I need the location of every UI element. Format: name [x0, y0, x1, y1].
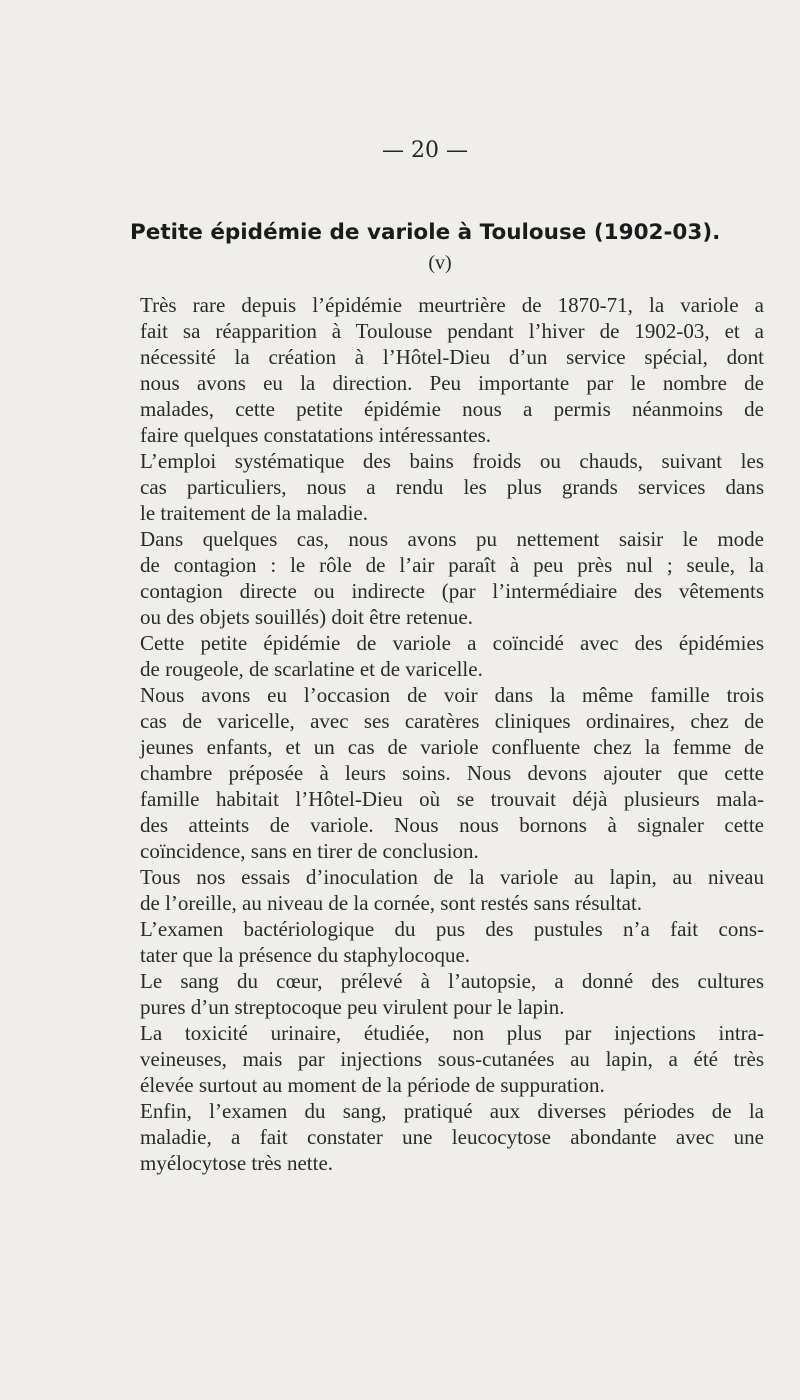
- paragraph-inoculation: [116, 864, 764, 916]
- paragraph-varicella: [116, 682, 764, 864]
- text-line: pures d’un streptocoque peu virulent pour le lapin.: [140, 995, 565, 1019]
- paragraph-blood-exam: [116, 1098, 764, 1176]
- paragraph-reappearance: [116, 292, 764, 448]
- section-marker: (v): [428, 252, 452, 274]
- text-line: L’emploi systématique des bains froids ou chauds, suivant les: [140, 449, 764, 473]
- text-line: Très rare depuis l’épidémie meurtrière de 1870-71, la variole a: [140, 293, 764, 317]
- paragraph-blood-culture: [116, 968, 764, 1020]
- paragraph-urinary-toxicity: [116, 1020, 764, 1098]
- text-line: des atteints de variole. Nous nous bornons à signaler cette: [140, 813, 764, 837]
- text-line: Le sang du cœur, prélevé à l’autopsie, a donné des cultures: [140, 969, 764, 993]
- text-line: le traitement de la maladie.: [140, 501, 368, 525]
- text-line: cas de varicelle, avec ses caratères cliniques ordinaires, chez de: [140, 709, 764, 733]
- text-line: malades, cette petite épidémie nous a permis néanmoins de: [140, 397, 764, 421]
- text-line: faire quelques constatations intéressantes.: [140, 423, 492, 447]
- text-line: jeunes enfants, et un cas de variole confluente chez la femme de: [140, 735, 764, 759]
- text-line: nous avons eu la direction. Peu importante par le nombre de: [140, 371, 764, 395]
- text-line: myélocytose très nette.: [140, 1151, 334, 1175]
- page-title: Petite épidémie de variole à Toulouse (1902-03).: [130, 220, 721, 245]
- paragraph-coincidence: [116, 630, 764, 682]
- text-line: veineuses, mais par injections sous-cutanées au lapin, a été très: [140, 1047, 764, 1071]
- text-line: La toxicité urinaire, étudiée, non plus par injections intra-: [140, 1021, 764, 1045]
- text-line: Cette petite épidémie de variole a coïncidé avec des épidémies: [140, 631, 764, 655]
- text-line: L’examen bactériologique du pus des pustules n’a fait cons-: [140, 917, 764, 941]
- page-number: — 20 —: [382, 138, 468, 163]
- text-line: famille habitait l’Hôtel-Dieu où se trouvait déjà plusieurs mala-: [140, 787, 764, 811]
- text-line: Enfin, l’examen du sang, pratiqué aux diverses périodes de la: [140, 1099, 764, 1123]
- text-line: chambre préposée à leurs soins. Nous devons ajouter que cette: [140, 761, 764, 785]
- text-line: coïncidence, sans en tirer de conclusion.: [140, 839, 479, 863]
- body-text: [116, 292, 764, 1176]
- text-line: de contagion : le rôle de l’air paraît à peu près nul ; seule, la: [140, 553, 764, 577]
- paragraph-bacteriology: [116, 916, 764, 968]
- text-line: fait sa réapparition à Toulouse pendant l’hiver de 1902-03, et a: [140, 319, 764, 343]
- text-line: contagion directe ou indirecte (par l’intermédiaire des vêtements: [140, 579, 764, 603]
- text-line: tater que la présence du staphylocoque.: [140, 943, 471, 967]
- paragraph-contagion: [116, 526, 764, 630]
- text-line: de l’oreille, au niveau de la cornée, sont restés sans résultat.: [140, 891, 643, 915]
- text-line: maladie, a fait constater une leucocytose abondante avec une: [140, 1125, 764, 1149]
- text-line: cas particuliers, nous a rendu les plus grands services dans: [140, 475, 764, 499]
- text-line: Tous nos essais d’inoculation de la variole au lapin, au niveau: [140, 865, 764, 889]
- text-line: nécessité la création à l’Hôtel-Dieu d’un service spécial, dont: [140, 345, 764, 369]
- text-line: Nous avons eu l’occasion de voir dans la même famille trois: [140, 683, 764, 707]
- paragraph-baths: [116, 448, 764, 526]
- text-line: de rougeole, de scarlatine et de varicelle.: [140, 657, 483, 681]
- text-line: ou des objets souillés) doit être retenue.: [140, 605, 473, 629]
- text-line: Dans quelques cas, nous avons pu nettement saisir le mode: [140, 527, 764, 551]
- text-line: élevée surtout au moment de la période de suppuration.: [140, 1073, 605, 1097]
